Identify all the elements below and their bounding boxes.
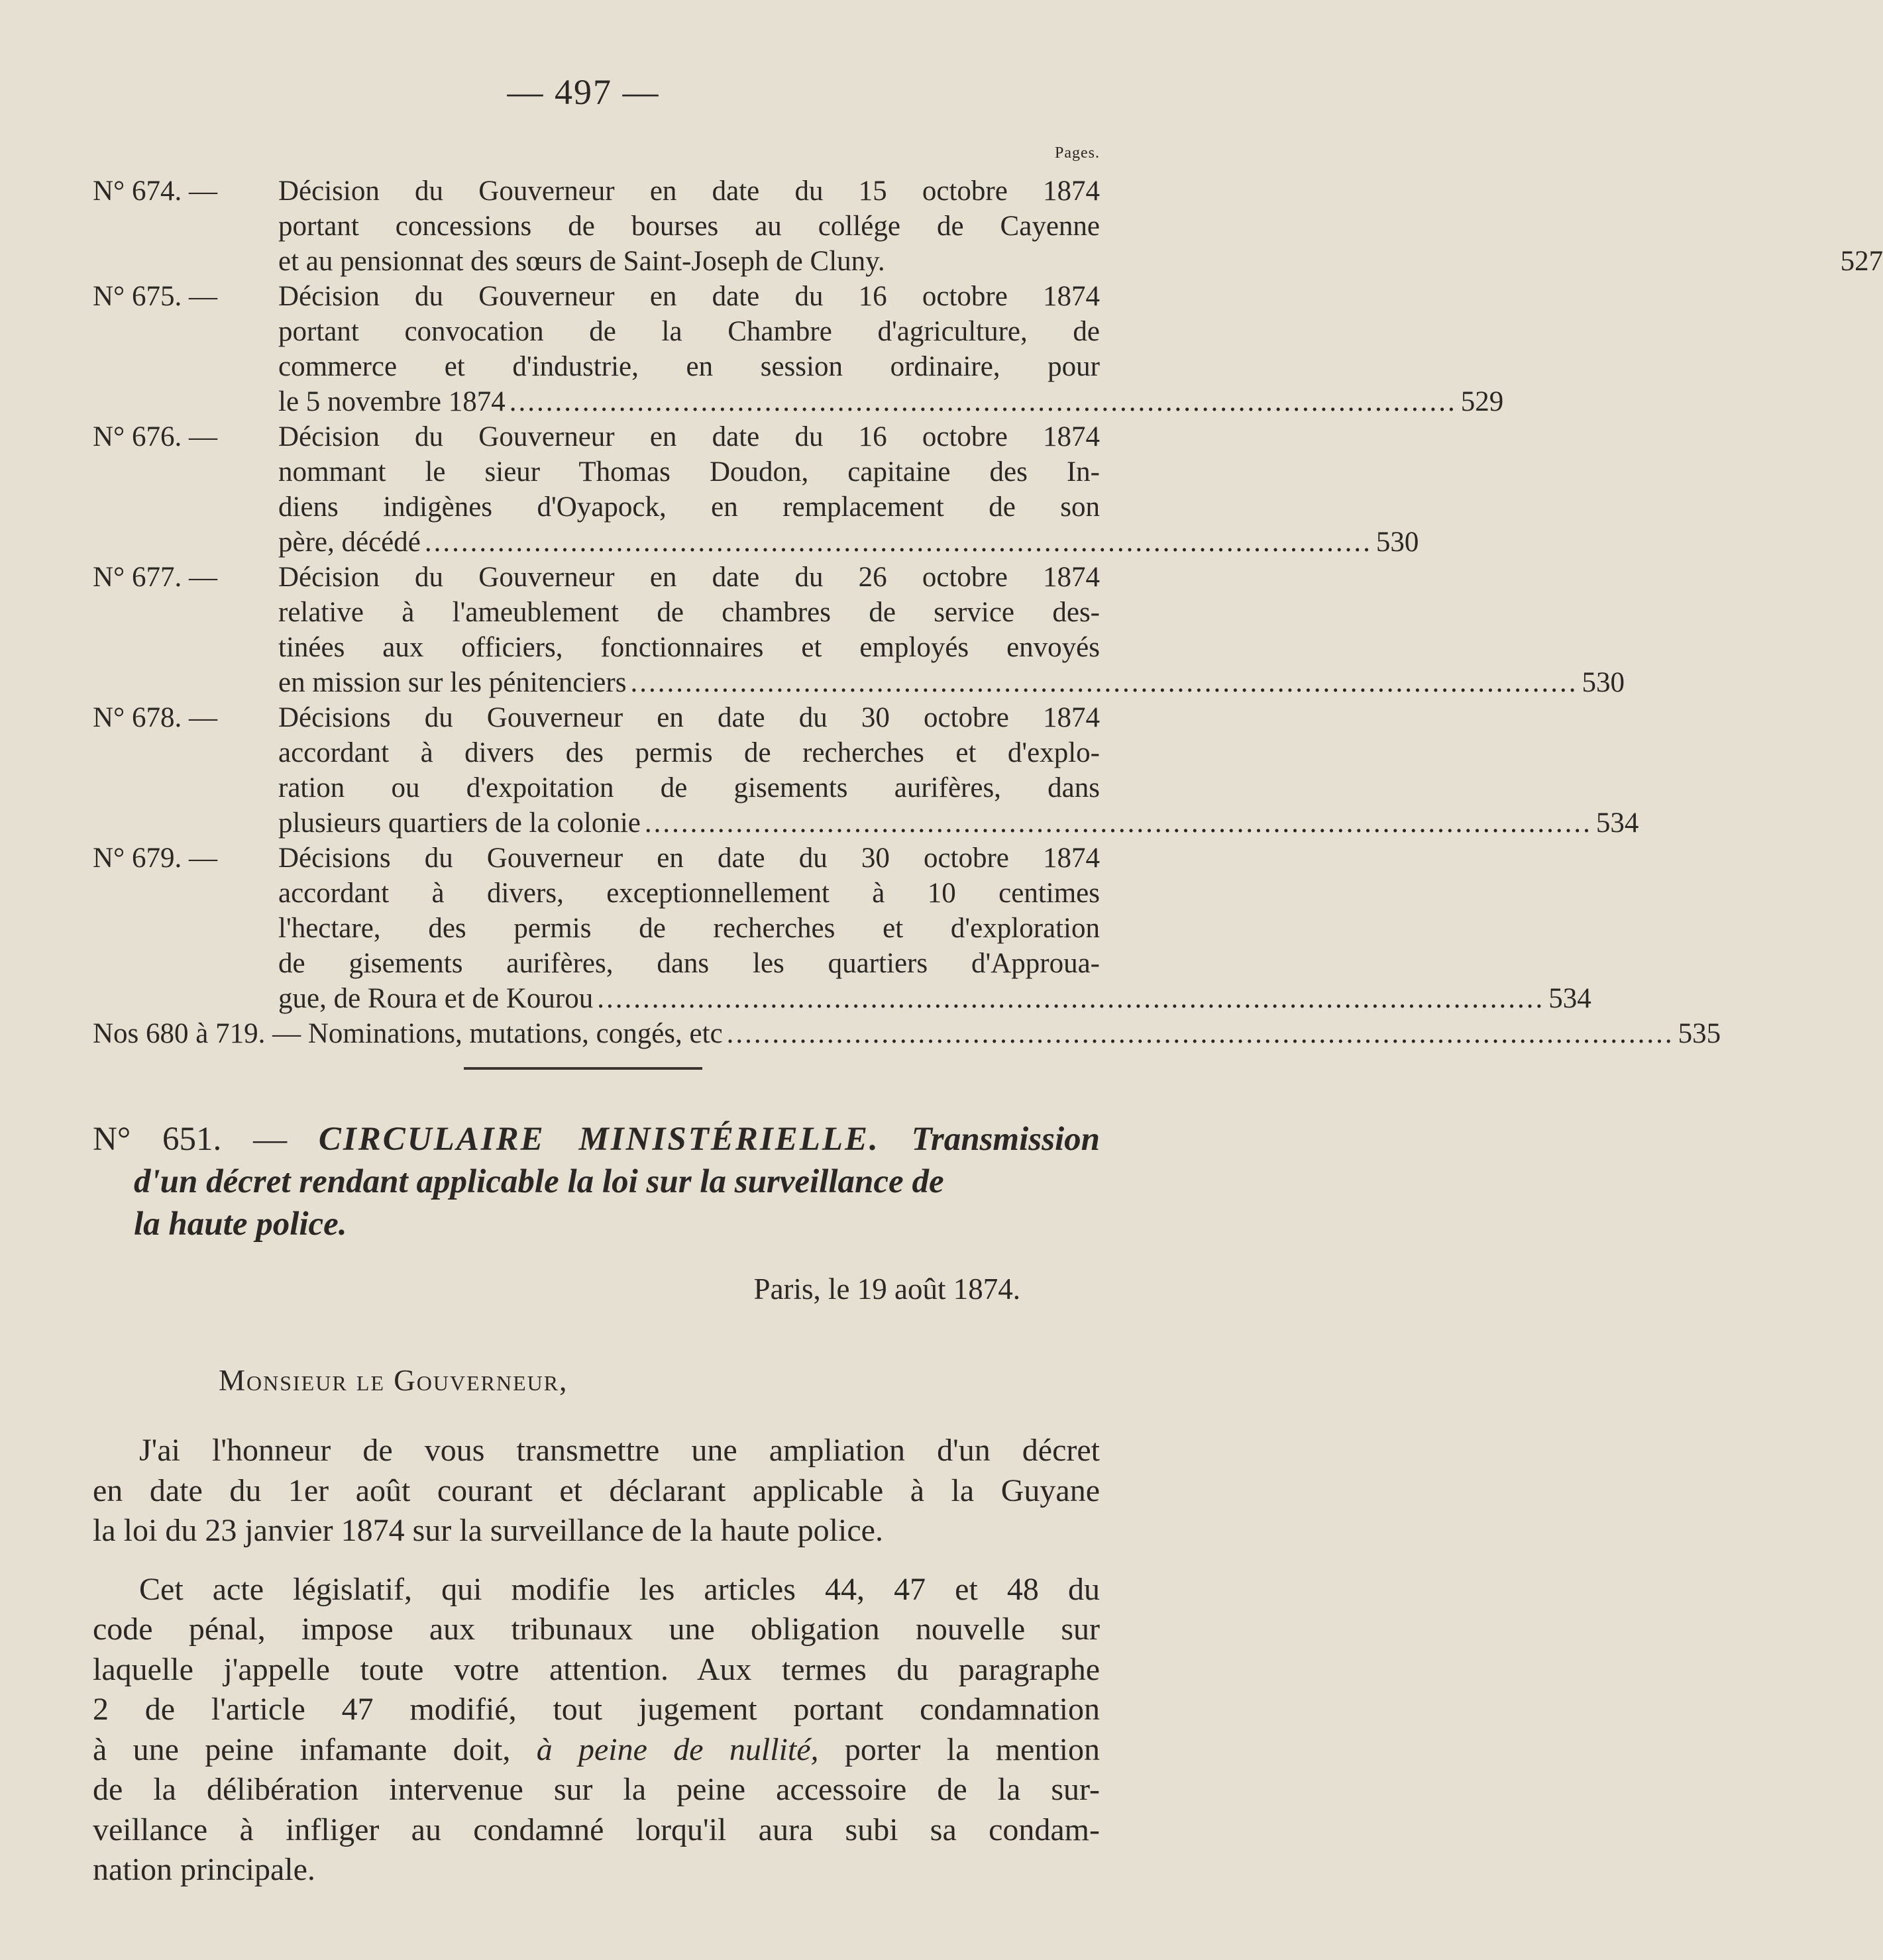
toc-entry: [93, 279, 1504, 419]
entry-line: Décision du Gouverneur en date du 26 octobre 1874: [278, 562, 1100, 593]
circular-title-line: d'un décret rendant applicable la loi sur la surveillance de: [134, 1163, 944, 1200]
entry-line: Décision du Gouverneur en date du 16 octobre 1874: [278, 281, 1100, 312]
entry-number: N° 676. —: [93, 421, 217, 452]
entry-last-line: gue, de Roura et de Kourou: [278, 983, 594, 1014]
text-line: en date du 1er août courant et déclarant applicable à la Guyane: [93, 1472, 1100, 1508]
entry-line: Décisions du Gouverneur en date du 30 octobre 1874: [278, 843, 1100, 874]
text-line: de la délibération intervenue sur la peine accessoire de la sur-: [93, 1772, 1100, 1807]
entry-page-number: 530: [1582, 667, 1625, 698]
entry-page-number: 529: [1460, 386, 1504, 417]
entry-line: ration ou d'expoitation de gisements aurifères, dans: [278, 772, 1100, 803]
entry-number: N° 675. —: [93, 281, 217, 312]
entry-number: N° 679. —: [93, 843, 217, 874]
entry-line: l'hectare, des permis de recherches et d'exploration: [278, 913, 1100, 944]
table-of-contents: [93, 174, 1883, 1051]
entry-line: accordant à divers, exceptionnellement à 10 centimes: [278, 878, 1100, 909]
circular-heading: [93, 1118, 1100, 1245]
entry-line: commerce et d'industrie, en session ordinaire, pour: [278, 351, 1100, 382]
entry-page-number: 534: [1595, 807, 1639, 839]
text-line: J'ai l'honneur de vous transmettre une ampliation d'un décret: [139, 1433, 1100, 1468]
entry-line: accordant à divers des permis de recherches et d'explo-: [278, 737, 1100, 768]
entry-page-number: 530: [1375, 527, 1419, 558]
entry-line: tinées aux officiers, fonctionnaires et employés envoyés: [278, 632, 1100, 663]
toc-entry: [93, 841, 1591, 1016]
entry-line: de gisements aurifères, dans les quartiers d'Approua-: [278, 948, 1100, 979]
circular-title-start: Transmission: [911, 1121, 1100, 1158]
toc-entry: [93, 700, 1639, 841]
leader-dots: ........................................................................................................: [597, 983, 1545, 1014]
section-divider: [464, 1067, 702, 1070]
dateline: Paris, le 19 août 1874.: [753, 1272, 1020, 1306]
entry-number: N° 674. —: [93, 176, 217, 207]
entry-last-line: le 5 novembre 1874: [278, 386, 506, 417]
entry-line: Décision du Gouverneur en date du 16 octobre 1874: [278, 421, 1100, 452]
entry-page-number: 527: [1840, 246, 1883, 277]
paragraph: [93, 1570, 1100, 1890]
text-line: laquelle j'appelle toute votre attention. Aux termes du paragraphe: [93, 1651, 1100, 1687]
entry-line: Décision du Gouverneur en date du 15 octobre 1874: [278, 176, 1100, 207]
entry-number: N° 677. —: [93, 562, 217, 593]
toc-entry: [93, 419, 1419, 560]
salutation: Monsieur le Gouverneur,: [219, 1364, 568, 1397]
pages-column-heading: Pages.: [1055, 144, 1100, 162]
leader-dots: ........................................................................................................: [644, 807, 1592, 839]
italic-phrase: à peine de nullité,: [536, 1731, 819, 1767]
text-line: la loi du 23 janvier 1874 sur la surveillance de la haute police.: [93, 1513, 883, 1548]
text-segment: à une peine infamante doit,: [93, 1731, 511, 1767]
leader-dots: ........................................................................................................: [630, 667, 1578, 698]
entry-last-line: plusieurs quartiers de la colonie: [278, 807, 641, 839]
entry-page-number: 534: [1548, 983, 1591, 1014]
circular-title-line: la haute police.: [134, 1206, 347, 1243]
leader-dots: ........................................................................................................: [726, 1018, 1674, 1049]
entry-line: nommant le sieur Thomas Doudon, capitaine des In-: [278, 456, 1100, 488]
letter-body: [93, 1431, 1100, 1890]
toc-entry: [93, 560, 1625, 700]
entry-number: N° 678. —: [93, 702, 217, 733]
circular-number: N° 651. —: [93, 1121, 288, 1158]
entry-last-line: en mission sur les pénitenciers: [278, 667, 627, 698]
entry-line: relative à l'ameublement de chambres de service des-: [278, 597, 1100, 628]
page-folio: — 497 —: [507, 72, 660, 112]
entry-last-line: père, décédé: [278, 527, 421, 558]
entry-page-number: 535: [1678, 1018, 1721, 1049]
paragraph: [93, 1431, 1100, 1551]
leader-dots: ........................................................................................................: [424, 527, 1372, 558]
entry-line: diens indigènes d'Oyapock, en remplacement de son: [278, 491, 1100, 523]
leader-dots: ........................................................................................................: [509, 386, 1457, 417]
entry-line: portant concessions de bourses au collége de Cayenne: [278, 211, 1100, 242]
text-line: 2 de l'article 47 modifié, tout jugement portant condamnation: [93, 1692, 1100, 1727]
text-line: nation principale.: [93, 1852, 315, 1887]
text-line: Cet acte législatif, qui modifie les articles 44, 47 et 48 du: [139, 1571, 1100, 1607]
text-line: code pénal, impose aux tribunaux une obligation nouvelle sur: [93, 1612, 1100, 1647]
entry-last-line: et au pensionnat des sœurs de Saint-Joseph de Cluny.: [278, 246, 885, 277]
circular-type: CIRCULAIRE MINISTÉRIELLE.: [318, 1121, 880, 1158]
entry-line: portant convocation de la Chambre d'agriculture, de: [278, 316, 1100, 347]
entry-line: Décisions du Gouverneur en date du 30 octobre 1874: [278, 702, 1100, 733]
text-segment: porter la mention: [844, 1731, 1101, 1767]
toc-entry: [93, 174, 1883, 279]
entry-text: Nos 680 à 719. — Nominations, mutations, congés, etc: [93, 1018, 723, 1049]
text-line: veillance à infliger au condamné lorqu'il aura subi sa condam-: [93, 1812, 1100, 1847]
toc-entry-final: [93, 1016, 1721, 1051]
text-line: [93, 1730, 1100, 1771]
